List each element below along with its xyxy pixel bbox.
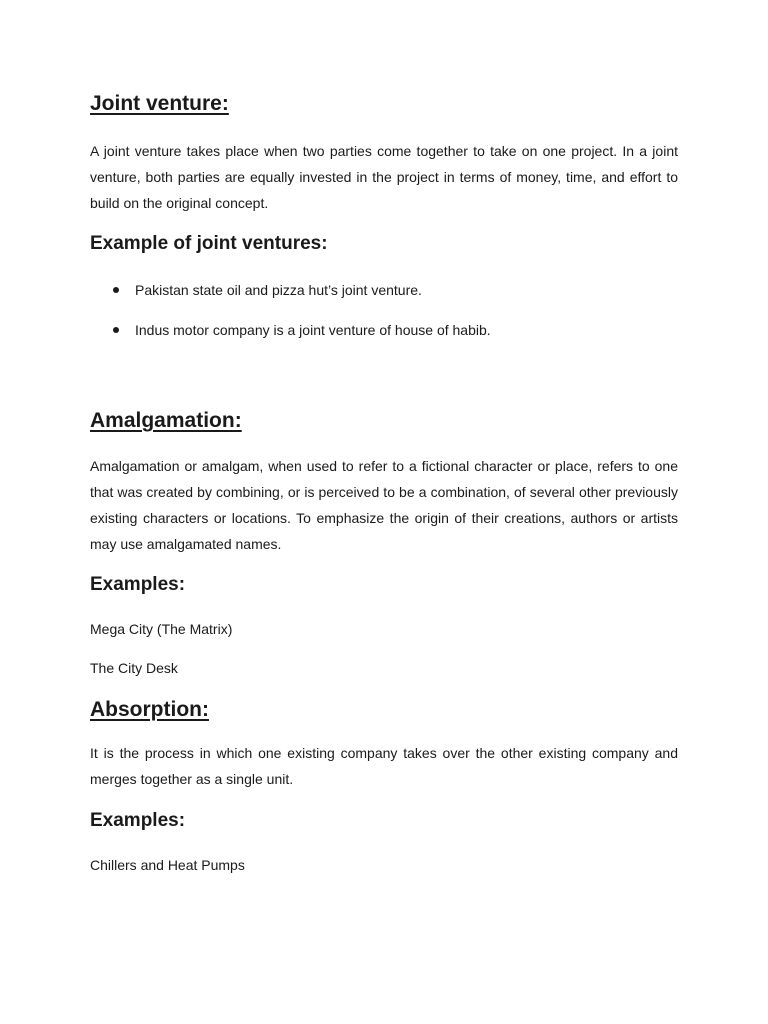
bullet-icon [113,327,119,333]
amalgamation-heading: Amalgamation: [90,409,242,432]
list-item-text: Pakistan state oil and pizza hut’s joint venture. [135,282,422,298]
absorption-paragraph: It is the process in which one existing company takes over the other existing company and merges together as a single unit. [90,745,678,787]
list-item-text: Indus motor company is a joint venture of house of habib. [135,322,491,338]
bullet-icon [113,287,119,293]
joint-venture-examples-heading: Example of joint ventures: [90,233,328,254]
amalgamation-example-2: The City Desk [90,660,178,676]
joint-venture-heading: Joint venture: [90,92,229,115]
absorption-example-1: Chillers and Heat Pumps [90,857,245,873]
absorption-examples-heading: Examples: [90,810,186,831]
amalgamation-examples-heading: Examples: [90,574,186,595]
amalgamation-paragraph: Amalgamation or amalgam, when used to refer to a fictional character or place, refers to one that was created by combining, or is perceived to be a combination, of several other previously existing characters or locations. To emphasize the origin of their creations, authors or artists may use amalgamated names. [90,458,678,552]
absorption-heading: Absorption: [90,698,209,721]
document-page [90,0,678,1024]
joint-venture-paragraph: A joint venture takes place when two parties come together to take on one project. In a joint venture, both parties are equally invested in the project in terms of money, time, and effort to build on the original concept. [90,143,678,211]
amalgamation-example-1: Mega City (The Matrix) [90,621,233,637]
